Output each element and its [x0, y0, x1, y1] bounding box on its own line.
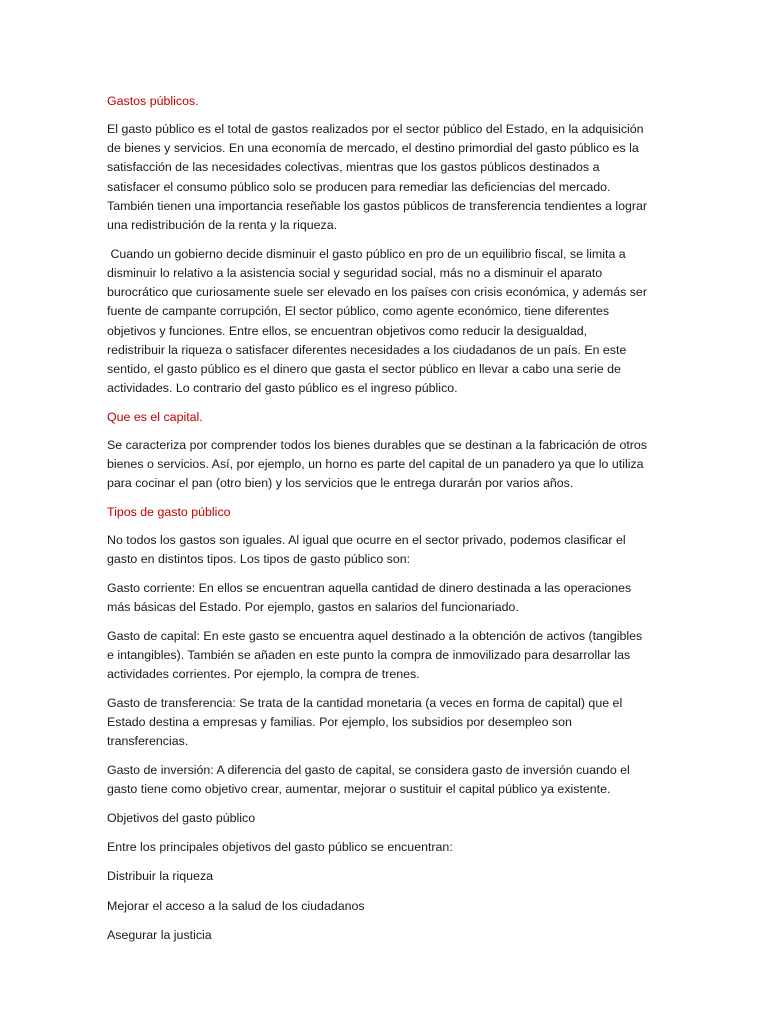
paragraph: Cuando un gobierno decide disminuir el gasto público en pro de un equilibrio fiscal, se limita a disminuir lo relativo a la asistencia social y seguridad social, más no a disminuir el aparato burocrático que curiosamente suele ser elevado en los países con crisis económica, y además ser fuente de campante corrupción, El sector público, como agente económico, tiene diferentes objetivos y funciones. Entre ellos, se encuentran objetivos como reducir la desigualdad, redistribuir la riqueza o satisfacer diferentes necesidades a los ciudadanos de un país. En este sentido, el gasto público es el dinero que gasta el sector público en llevar a cabo una serie de actividades. Lo contrario del gasto público es el ingreso público.	[107, 246, 651, 396]
heading-tipos-de-gasto: Tipos de gasto público	[107, 504, 231, 519]
subheading-objetivos: Objetivos del gasto público	[107, 810, 256, 825]
paragraph-gasto-corriente: Gasto corriente: En ellos se encuentran aquella cantidad de dinero destinada a las operaciones más básicas del Estado. Por ejemplo, gastos en salarios del funcionariado.	[107, 580, 632, 615]
paragraph-gasto-transferencia: Gasto de transferencia: Se trata de la cantidad monetaria (a veces en forma de capital) que el Estado destina a empresas y familias. Por ejemplo, los subsidios por desempleo son transferencias.	[107, 695, 623, 749]
list-item: Distribuir la riqueza	[107, 869, 214, 884]
document-body	[107, 92, 651, 945]
paragraph-objetivos-intro: Entre los principales objetivos del gasto público se encuentran:	[107, 840, 453, 855]
paragraph-gasto-capital: Gasto de capital: En este gasto se encuentra aquel destinado a la obtención de activos (tangibles e intangibles). También se añaden en este punto la compra de inmovilizado para desarrollar las actividades corrientes. Por ejemplo, la compra de trenes.	[107, 628, 643, 682]
paragraph: Se caracteriza por comprender todos los bienes durables que se destinan a la fabricación de otros bienes o servicios. Así, por ejemplo, un horno es parte del capital de un panadero ya que lo utiliza para cocinar el pan (otro bien) y los servicios que le entrega durarán por varios años.	[107, 437, 647, 491]
list-item: Mejorar el acceso a la salud de los ciudadanos	[107, 898, 365, 913]
paragraph-gasto-inversion: Gasto de inversión: A diferencia del gasto de capital, se considera gasto de inversión cuando el gasto tiene como objetivo crear, aumentar, mejorar o sustituir el capital público ya existente.	[107, 762, 630, 797]
paragraph: No todos los gastos son iguales. Al igual que ocurre en el sector privado, podemos clasificar el gasto en distintos tipos. Los tipos de gasto público son:	[107, 532, 626, 567]
paragraph: El gasto público es el total de gastos realizados por el sector público del Estado, en la adquisición de bienes y servicios. En una economía de mercado, el destino primordial del gasto público es la satisfacción de las necesidades colectivas, mientras que los gastos públicos destinados a satisfacer el consumo público solo se producen para remediar las deficiencias del mercado. También tienen una importancia reseñable los gastos públicos de transferencia tendientes a lograr una redistribución de la renta y la riqueza.	[107, 122, 648, 233]
list-item: Asegurar la justicia	[107, 927, 212, 942]
heading-que-es-el-capital: Que es el capital.	[107, 409, 203, 424]
heading-gastos-publicos: Gastos públicos.	[107, 94, 199, 108]
